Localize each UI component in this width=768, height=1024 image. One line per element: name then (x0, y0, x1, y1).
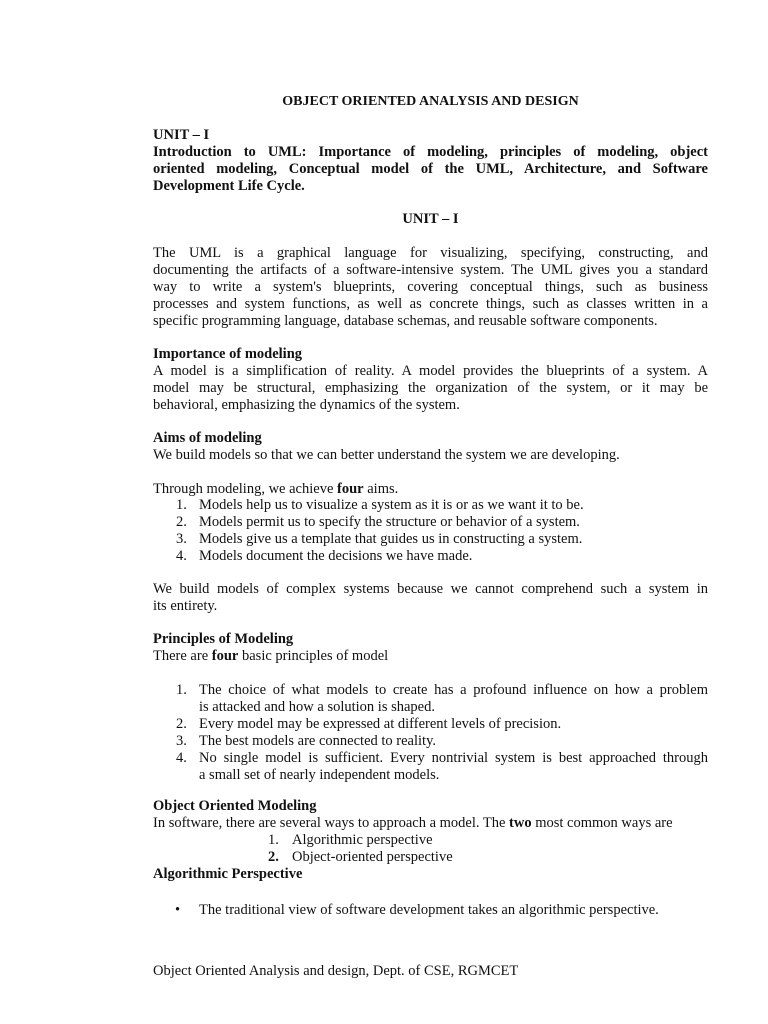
list-item (153, 849, 708, 866)
aims-heading: Aims of modeling (153, 430, 262, 446)
list-number: 2. (176, 514, 187, 530)
importance-line: behavioral, emphasizing the dynamics of the system. (153, 397, 460, 413)
oo-lead-bold: two (509, 815, 532, 831)
list-item-text: The best models are connected to reality. (199, 733, 437, 749)
aims-list (153, 497, 708, 565)
list-item-text: Models help us to visualize a system as it is or as we want it to be. (199, 497, 584, 513)
list-item (153, 682, 708, 716)
intro-line: specific programming language, database schemas, and reusable software components. (153, 313, 658, 329)
aims-closing (153, 581, 708, 615)
list-item-text: The choice of what models to create has a profound influence on how a problem (199, 682, 708, 698)
list-item-text: a small set of nearly independent models. (199, 767, 440, 783)
aims-lead-bold: four (337, 481, 364, 497)
list-item (153, 832, 708, 849)
list-number: 1. (268, 832, 279, 848)
unit-summary-line: Development Life Cycle. (153, 178, 305, 194)
aims-lead-pre: Through modeling, we achieve (153, 481, 338, 497)
bullet-text: The traditional view of software development takes an algorithmic perspective. (199, 902, 659, 918)
list-number: 2. (268, 849, 279, 865)
aims-lead (153, 481, 708, 498)
intro-paragraph (153, 245, 708, 330)
oo-lead-post: most common ways are (531, 815, 673, 831)
unit-summary (153, 144, 708, 195)
list-item (153, 531, 708, 548)
list-item-text: is attacked and how a solution is shaped. (199, 699, 435, 715)
importance-paragraph (153, 363, 708, 414)
aims-closing-line: We build models of complex systems because we cannot comprehend such a system in (153, 581, 708, 597)
list-number: 1. (176, 682, 187, 698)
intro-line: way to write a system's blueprints, covering conceptual things, such as business (153, 279, 708, 295)
oo-modeling-list (153, 832, 708, 866)
list-item-text: Models permit us to specify the structure or behavior of a system. (199, 514, 580, 530)
bullet-item (153, 902, 708, 919)
algorithmic-heading: Algorithmic Perspective (153, 866, 303, 882)
principles-lead-bold: four (211, 648, 239, 664)
unit-heading: UNIT – I (153, 127, 210, 143)
intro-line: The UML is a graphical language for visualizing, specifying, constructing, and (153, 245, 708, 261)
unit-heading-center: UNIT – I (402, 211, 459, 227)
aims-lead-post: aims. (363, 481, 399, 497)
intro-line: processes and system functions, as well as concrete things, such as classes written in a (153, 296, 708, 312)
intro-line: documenting the artifacts of a software-intensive system. The UML gives you a standard (153, 262, 708, 278)
list-item (153, 497, 708, 514)
oo-lead-pre: In software, there are several ways to approach a model. The (153, 815, 510, 831)
aims-text: We build models so that we can better understand the system we are developing. (153, 447, 620, 463)
list-number: 2. (176, 716, 187, 732)
principles-heading: Principles of Modeling (153, 631, 294, 647)
list-item-text: Algorithmic perspective (292, 832, 433, 848)
importance-line: model may be structural, emphasizing the organization of the system, or it may be (153, 380, 708, 396)
importance-heading: Importance of modeling (153, 346, 303, 362)
list-item (153, 548, 708, 565)
list-item-text: Models give us a template that guides us in constructing a system. (199, 531, 583, 547)
list-number: 4. (176, 750, 187, 766)
list-item-text: Object-oriented perspective (292, 849, 453, 865)
list-number: 1. (176, 497, 187, 513)
principles-lead (153, 648, 708, 665)
aims-closing-line: its entirety. (153, 598, 218, 614)
list-item (153, 750, 708, 784)
list-item (153, 733, 708, 750)
document-page (153, 0, 708, 918)
principles-lead-pre: There are (153, 648, 212, 664)
list-item-text: Models document the decisions we have made. (199, 548, 473, 564)
oo-modeling-lead (153, 815, 708, 832)
unit-summary-line: Introduction to UML: Importance of modeling, principles of modeling, object (153, 144, 708, 160)
list-item (153, 716, 708, 733)
list-item (153, 514, 708, 531)
principles-list (153, 682, 708, 784)
document-title: OBJECT ORIENTED ANALYSIS AND DESIGN (282, 94, 579, 109)
list-number: 4. (176, 548, 187, 564)
list-number: 3. (176, 733, 187, 749)
oo-modeling-heading: Object Oriented Modeling (153, 798, 317, 814)
importance-line: A model is a simplification of reality. A model provides the blueprints of a system. A (153, 363, 708, 379)
unit-summary-line: oriented modeling, Conceptual model of the UML, Architecture, and Software (153, 161, 708, 177)
list-item-text: No single model is sufficient. Every nontrivial system is best approached through (199, 750, 708, 766)
bullet-icon: • (175, 902, 181, 918)
page-footer: Object Oriented Analysis and design, Dept. of CSE, RGMCET (153, 963, 519, 979)
list-number: 3. (176, 531, 187, 547)
principles-lead-post: basic principles of model (238, 648, 389, 664)
list-item-text: Every model may be expressed at different levels of precision. (199, 716, 562, 732)
